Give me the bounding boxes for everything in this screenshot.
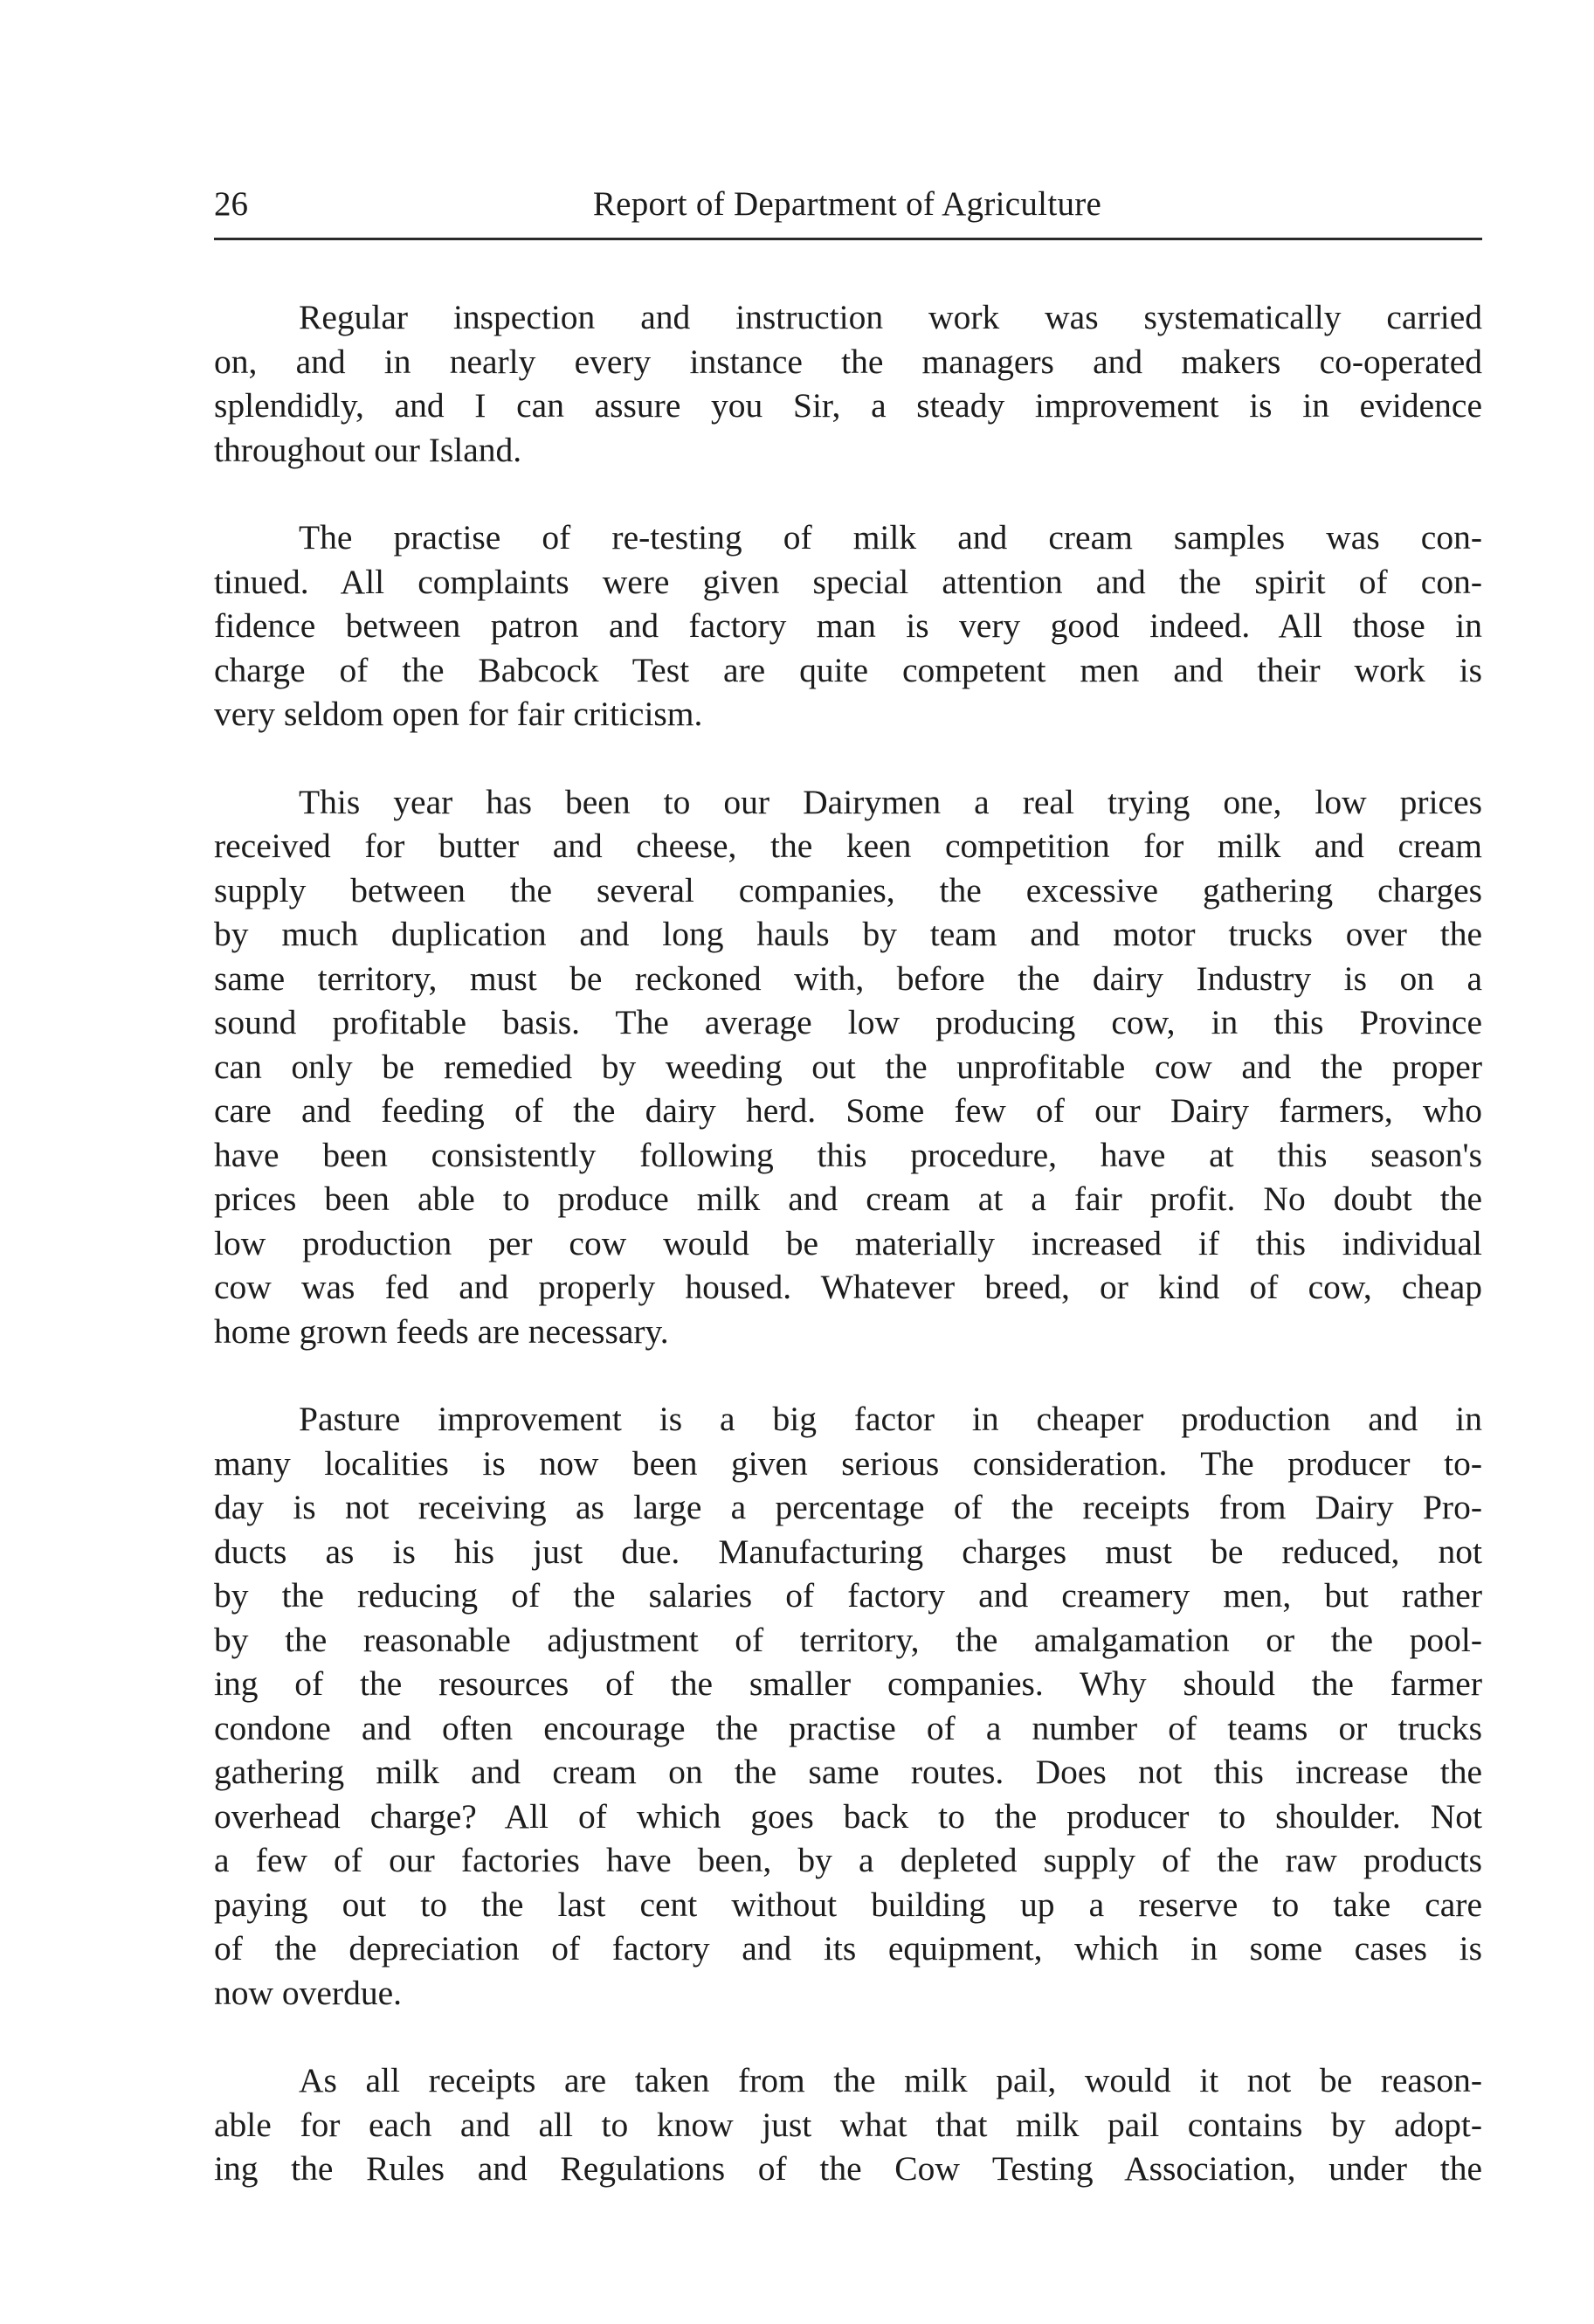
- text-line: low production per cow would be materially increased if this individual: [214, 1223, 1482, 1262]
- text-line: very seldom open for fair criticism.: [214, 695, 703, 733]
- text-line: have been consistently following this procedure, have at this season's: [214, 1135, 1482, 1174]
- text-line: a few of our factories have been, by a depleted supply of the raw products: [214, 1841, 1482, 1879]
- text-line: prices been able to produce milk and cream at a fair profit. No doubt the: [214, 1179, 1482, 1218]
- text-line: home grown feeds are necessary.: [214, 1311, 669, 1351]
- text-line: throughout our Island.: [214, 430, 522, 469]
- paragraph-3: [214, 780, 1482, 1354]
- text-line: care and feeding of the dairy herd. Some few of our Dairy farmers, who: [214, 1091, 1482, 1130]
- text-line: can only be remedied by weeding out the unprofitable cow and the proper: [214, 1047, 1482, 1086]
- text-line: ing the Rules and Regulations of the Cow Testing Association, under the: [214, 2149, 1482, 2188]
- text-line: many localities is now been given serious consideration. The producer to-: [214, 1443, 1482, 1483]
- text-line: able for each and all to know just what that milk pail contains by adopt-: [214, 2105, 1482, 2144]
- text-line: Regular inspection and instruction work was systematically carried: [299, 298, 1482, 336]
- text-line: same territory, must be reckoned with, before the dairy Industry is on a: [214, 958, 1482, 998]
- text-line: paying out to the last cent without building up a reserve to take care: [214, 1885, 1482, 1924]
- text-line: charge of the Babcock Test are quite competent men and their work is: [214, 650, 1482, 689]
- text-line: by much duplication and long hauls by team and motor trucks over the: [214, 915, 1482, 953]
- text-line: tinued. All complaints were given special attention and the spirit of con-: [214, 562, 1482, 601]
- running-title: Report of Department of Agriculture: [592, 185, 1102, 223]
- paragraph-1: [214, 295, 1482, 472]
- header-rule: [214, 238, 1482, 240]
- text-line: day is not receiving as large a percentage of the receipts from Dairy Pro-: [214, 1488, 1482, 1526]
- page-header: [214, 180, 1480, 234]
- text-line: overhead charge? All of which goes back to the producer to shoulder. Not: [214, 1796, 1482, 1836]
- text-line: cow was fed and properly housed. Whatever breed, or kind of cow, cheap: [214, 1268, 1482, 1306]
- text-line: splendidly, and I can assure you Sir, a steady improvement is in evidence: [214, 386, 1482, 425]
- text-line: on, and in nearly every instance the managers and makers co-operated: [214, 342, 1482, 381]
- page-number: 26: [214, 185, 248, 223]
- text-line: supply between the several companies, the excessive gathering charges: [214, 870, 1482, 910]
- text-line: ing of the resources of the smaller companies. Why should the farmer: [214, 1664, 1482, 1703]
- text-line: gathering milk and cream on the same routes. Does not this increase the: [214, 1753, 1482, 1791]
- text-line: The practise of re-testing of milk and cream samples was con-: [299, 518, 1482, 557]
- text-line: now overdue.: [214, 1973, 402, 2012]
- text-line: sound profitable basis. The average low producing cow, in this Province: [214, 1003, 1482, 1041]
- text-line: This year has been to our Dairymen a real trying one, low prices: [299, 782, 1482, 821]
- paragraph-5: [214, 2058, 1482, 2191]
- text-line: by the reducing of the salaries of factory and creamery men, but rather: [214, 1576, 1482, 1615]
- text-line: As all receipts are taken from the milk pail, would it not be reason-: [299, 2061, 1482, 2099]
- body-text: [214, 295, 1482, 2191]
- text-line: Pasture improvement is a big factor in cheaper production and in: [299, 1400, 1482, 1438]
- text-line: of the depreciation of factory and its equipment, which in some cases is: [214, 1929, 1482, 1968]
- paragraph-2: [214, 515, 1482, 737]
- text-line: condone and often encourage the practise of a number of teams or trucks: [214, 1708, 1482, 1747]
- text-line: ducts as is his just due. Manufacturing charges must be reduced, not: [214, 1532, 1482, 1571]
- text-line: received for butter and cheese, the keen competition for milk and cream: [214, 827, 1482, 865]
- text-line: by the reasonable adjustment of territory, the amalgamation or the pool-: [214, 1620, 1482, 1659]
- text-line: fidence between patron and factory man is very good indeed. All those in: [214, 606, 1482, 645]
- paragraph-4: [214, 1397, 1482, 2015]
